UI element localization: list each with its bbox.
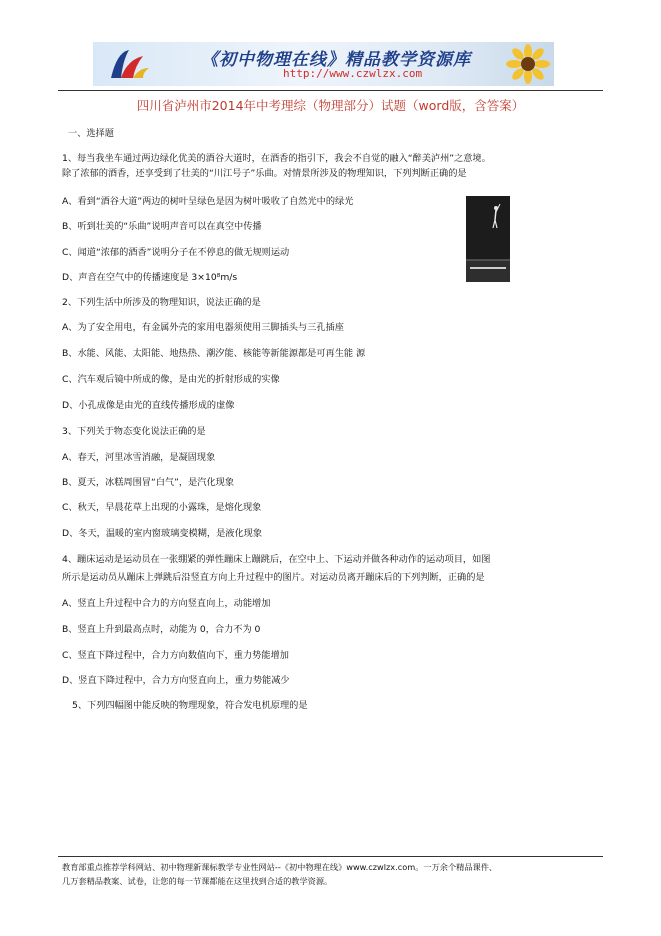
logo-icon — [107, 46, 151, 82]
question-3-stem: 3、下列关于物态变化说法正确的是 — [62, 426, 206, 437]
footer-line-2: 几万套精品教案、试卷，让您的每一节课都能在这里找到合适的教学资源。 — [62, 876, 333, 886]
sunflower-icon — [506, 44, 550, 84]
header-banner — [93, 42, 554, 86]
question-1-stem-line-2: 除了浓郁的酒香，还享受到了壮美的“川江号子”乐曲。对情景所涉及的物理知识，下列判断正确的是 — [62, 168, 467, 179]
question-4-option-d: D、竖直下降过程中，合力方向竖直向上，重力势能减少 — [62, 675, 290, 686]
question-1-option-b: B、听到壮美的“乐曲”说明声音可以在真空中传播 — [62, 221, 262, 232]
header-divider — [58, 90, 603, 91]
question-3-option-b: B、夏天，冰糕周围冒“白气”，是汽化现象 — [62, 477, 235, 488]
question-4-stem-line-2: 所示是运动员从蹦床上弹跳后沿竖直方向上升过程中的图片。对运动员离开蹦床后的下列判断，正确的是 — [62, 572, 485, 583]
question-2-option-b: B、水能、风能、太阳能、地热热、潮汐能、核能等新能源都是可再生能 源 — [62, 348, 366, 359]
question-4-option-a: A、竖直上升过程中合力的方向竖直向上，动能增加 — [62, 598, 271, 609]
footer-line-1: 教育部重点推荐学科网站、初中物理新课标教学专业性网站--《初中物理在线》www.czwlzx.com。一万余个精品课件、 — [62, 862, 498, 872]
question-2-stem: 2、下列生活中所涉及的物理知识，说法正确的是 — [62, 297, 261, 308]
section-heading: 一、选择题 — [68, 128, 114, 139]
banner-url[interactable]: http://www.czwlzx.com — [283, 67, 423, 80]
question-3-option-c: C、秋天，早晨花草上出现的小露珠，是熔化现象 — [62, 502, 262, 513]
question-4-option-b: B、竖直上升到最高点时，动能为 0，合力不为 0 — [62, 624, 261, 635]
question-1-option-a: A、看到“酒谷大道”两边的树叶呈绿色是因为树叶吸收了自然光中的绿光 — [62, 196, 354, 207]
question-1-option-d: D、声音在空气中的传播速度是 3×10⁸m/s — [62, 272, 238, 283]
banner-title: 《初中物理在线》精品教学资源库 — [201, 50, 471, 70]
question-2-option-d: D、小孔成像是由光的直线传播形成的虚像 — [62, 400, 235, 411]
question-4-option-c: C、竖直下降过程中，合力方向数值向下，重力势能增加 — [62, 650, 289, 661]
document-title: 四川省泸州市2014年中考理综（物理部分）试题（word版，含答案） — [136, 98, 525, 113]
question-2-option-a: A、为了安全用电，有金属外壳的家用电器须使用三脚插头与三孔插座 — [62, 322, 344, 333]
question-2-option-c: C、汽车观后镜中所成的像，是由光的折射形成的实像 — [62, 374, 280, 385]
question-4-stem-line-1: 4、蹦床运动是运动员在一张绷紧的弹性蹦床上蹦跳后，在空中上、下运动并做各种动作的运动项目，如图 — [62, 554, 491, 565]
question-3-option-d: D、冬天，温暖的室内窗玻璃变模糊，是液化现象 — [62, 528, 263, 539]
question-1-option-c: C、闻道“浓郁的酒香”说明分子在不停息的做无规则运动 — [62, 247, 290, 258]
question-5-stem: 5、下列四幅图中能反映的物理现象，符合发电机原理的是 — [72, 700, 308, 711]
trampoline-photo — [466, 196, 510, 282]
footer-divider — [58, 856, 603, 857]
question-1-stem-line-1: 1、每当我坐车通过两边绿化优美的酒谷大道时，在酒香的指引下，我会不自觉的融入“醉美泸州”之意境。 — [62, 153, 491, 164]
question-3-option-a: A、春天，河里冰雪消融，是凝固现象 — [62, 452, 216, 463]
